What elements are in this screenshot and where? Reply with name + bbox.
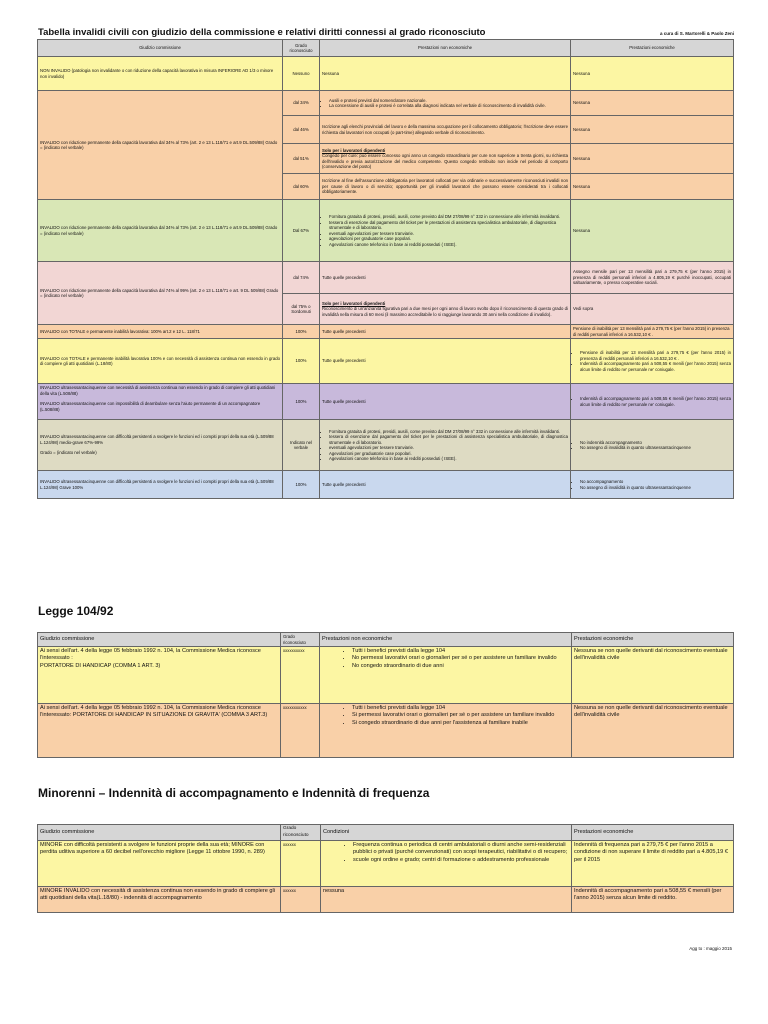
econ-cell — [571, 339, 734, 384]
econ-cell: Indennità di frequenza pari a 279,75 € per l'anno 2015 a condizione di non superare il limite di reddito pari a 4.805,19 € per il 2015 — [572, 841, 734, 887]
list-item: • No accompagnamento — [580, 479, 731, 485]
author-credit: a cura di S. Martorelli & Paolo Zeni — [659, 31, 734, 36]
footer-update-date: Agg to : maggio 2015 — [689, 946, 732, 951]
grado-cell: xxxxxx — [281, 841, 321, 887]
non-econ-cell — [320, 647, 572, 704]
grado-cell: 100% — [283, 325, 320, 339]
header-condizioni: Condizioni — [321, 825, 572, 841]
econ-cell: Nessuna se non quelle derivanti dal riconoscimento eventuale dell'invalidità civile — [572, 647, 734, 704]
list-item: • eventuali agevolazioni per tessere tranviarie. — [329, 231, 568, 237]
page-title: Tabella invalidi civili con giudizio della commissione e relativi diritti connessi al grado riconosciuto — [38, 27, 486, 38]
table-row — [38, 841, 734, 887]
giudizio-cell: Ai sensi dell'art. 4 della legge 05 febbraio 1992 n. 104, la Commissione Medica riconosce l'interessato: PORTATORE DI HANDICAP IN SITUAZIONE DI GRAVITA' (COMMA 3 ART.3) — [38, 704, 281, 758]
list-item: • Agevolazioni canone telefonico in base ai redditi posseduti ( ISEE). — [329, 242, 568, 248]
giudizio-cell: INVALIDO con TOTALE e permanente inabilità lavorativa: 100% art.2 e 12 L. 118/71 — [38, 325, 283, 339]
header-economiche: Prestazioni economiche — [572, 633, 734, 647]
header-grado: Grado riconosciuto — [283, 40, 320, 57]
list-item: • eventuali agevolazioni per tessere tranviarie. — [329, 445, 568, 451]
invalidi-civili-table — [37, 39, 734, 499]
giudizio-cell: MINORE INVALIDO con necessità di assistenza continua non essendo in grado di compiere gli atti quotidiani della vita(L.18/80) - indennità di accompagnamento — [38, 887, 281, 913]
giudizio-cell: MINORE con difficoltà persistenti a svolgere le funzioni proprie della sua età; MINORE con perdita uditiva superiore a 60 decibel nell'orecchio migliore (Legge 11 ottobre 1990, n. 289) — [38, 841, 281, 887]
econ-cell: Nessuna — [571, 174, 734, 200]
giudizio-cell: INVALIDO ultrasessantacinquenne con difficoltà persistenti a svolgere le funzioni ed i compiti propri della sua età (L.509/88 L.124/98) Grave 100% — [38, 471, 283, 499]
list-item: • No assegno di invalidità in quanto ultrasessantacinquenne — [580, 485, 731, 491]
section-title-legge: Legge 104/92 — [38, 604, 114, 618]
cell-text: INVALIDO ultrasessantacinquenne con necessità di assistenza continua non essendo in grado di compiere gli atti quotidiani della vita (L.508/88) — [40, 385, 276, 396]
list-item: • Fornitura gratuita di protesi, presidi, ausili, come previsto dal DM 27/08/99 n° 332 in connessione alle infermità invalidanti. — [329, 429, 568, 435]
table-row — [38, 91, 734, 116]
list-item: • Pensione di inabilità per 13 mensilità pari a 279,75 € (per l'anno 2015) in presenza di redditi personali inferiori a 16.532,10 € . — [580, 350, 731, 361]
list-item: • scuole ogni ordine e grado; centri di formazione o addestramento professionale — [353, 857, 569, 864]
cell-text: PORTATORE DI HANDICAP (COMMA 1 ART. 3) — [40, 662, 161, 669]
grado-cell: dal 34% — [283, 91, 320, 116]
cell-text: Grado = (indicato nel verbale) — [40, 450, 97, 456]
non-econ-cell — [320, 200, 571, 262]
header-non-economiche: Prestazioni non economiche — [320, 40, 571, 57]
econ-cell: Nessuna — [571, 57, 734, 91]
list-item: • Tutti i benefici previsti dalla legge 104 — [352, 648, 569, 655]
list-item: • Indennità di accompagnamento pari a 508,55 € menili (per l'anno 2015) senza alcun limite di reddito ne' personale ne' coniugale. — [580, 361, 731, 372]
grado-cell: xxxxxxxxxx — [281, 647, 320, 704]
non-econ-cell: Tutte quelle precedenti — [320, 325, 571, 339]
table-row — [38, 887, 734, 913]
non-econ-cell: Iscrizione agli elenchi provinciali del lavoro e della massima occupazione per il collocamento obbligatorio; l'iscrizione deve essere richiesta dai lavoratori non occupati (o part-time) allegando verbale di riconoscimento. — [320, 116, 571, 144]
non-econ-cell: Tutte quelle precedenti — [320, 262, 571, 294]
grado-cell: 100% — [283, 384, 320, 420]
minorenni-table — [37, 824, 734, 913]
non-econ-cell — [320, 420, 571, 471]
econ-cell: Pensione di inabilità per 13 mensilità pari a 279,75 € (per l'anno 2015) in presenza di redditi personali inferiori a 16.532,10 € . — [571, 325, 734, 339]
econ-cell: Indennità di accompagnamento pari a 508,55 € mensili (per l'anno 2015) senza alcun limite di reddito. — [572, 887, 734, 913]
table-row — [38, 57, 734, 91]
list-item: • agevolazioni per graduatorie case popolari. — [329, 236, 568, 242]
list-item: • La concessione di ausili e protesi è correlata alla diagnosi indicata nel verbale di riconoscimento di invalidità civile. — [329, 103, 568, 109]
list-item: • Fornitura gratuita di protesi, presidi, ausili, come previsto dal DM 27/08/99 n° 332 in connessione alle infermità invalidanti. — [329, 214, 568, 220]
non-econ-cell: Tutte quelle precedenti — [320, 384, 571, 420]
grado-cell: dal 46% — [283, 116, 320, 144]
list-item: • No indennità accompagnamento — [580, 440, 731, 446]
cell-text: Ai sensi dell'art. 4 della legge 05 febbraio 1992 n. 104, la Commissione Medica riconosce l'interessato : — [40, 648, 261, 662]
list-item: • Indennità di accompagnamento pari a 508,55 € menili (per l'anno 2015) senza alcun limite di reddito ne' personale ne' coniugale. — [580, 396, 731, 407]
giudizio-cell: INVALIDO con riduzione permanente della capacità lavorativa dal 34% al 73% (art. 2 e 13 L.118/71 e art.9 DL.509/88) Grado = (indicato nel verbale) — [38, 91, 283, 200]
section-heading: Solo per i lavoratori dipendenti — [322, 300, 386, 306]
list-item: • Si congedo straordinario di due anni per l'assistenza al familiare inabile — [352, 720, 569, 727]
table-row — [38, 200, 734, 262]
grado-cell: Nessuno — [283, 57, 320, 91]
grado-cell: 100% — [283, 339, 320, 384]
header-grado: Grado riconosciuto — [281, 825, 321, 841]
table-row — [38, 262, 734, 294]
econ-cell: Nessuna — [571, 200, 734, 262]
table-row — [38, 339, 734, 384]
list-item: • tessera di esenzione dal pagamento del ticket per le prestazioni di assistenza specialistica ambulatoriale, di diagnostica strumentale e di laboratorio. — [329, 434, 568, 445]
list-item: • Ausili e protesi previsti dal nomenclatore nazionale. — [329, 98, 568, 104]
header-economiche: Prestazioni economiche — [571, 40, 734, 57]
legge-104-table — [37, 632, 734, 758]
giudizio-cell: INVALIDO con riduzione permanente della capacità lavorativa dal 34% al 73% (art. 2 e 13 L.118/71 e art.9 DL.509/88) Grado = (indicato nel verbale) — [38, 200, 283, 262]
cell-text: INVALIDO ultrasessantacinquenne con difficoltà persistenti a svolgere le funzioni ed i compiti propri della sua età (L.509/88 L.124/98) medio-grave 67%-99% — [40, 434, 274, 445]
non-econ-cell: Tutte quelle precedenti — [320, 339, 571, 384]
non-econ-cell — [320, 91, 571, 116]
non-econ-cell — [320, 294, 571, 325]
list-item: • Agevolazioni canone telefonico in base ai redditi posseduti ( ISEE). — [329, 456, 568, 462]
section-title-minori: Minorenni – Indennità di accompagnamento e Indennità di frequenza — [38, 786, 430, 800]
econ-cell: Vedi sopra — [571, 294, 734, 325]
grado-cell: xxxxxx — [281, 887, 321, 913]
cell-text: INVALIDO ultrasessantacinquenne con impossibilità di deambulare senza l'aiuto permanente di un accompagnatore (L.508/88) — [40, 401, 261, 412]
non-econ-cell: Tutte quelle precedenti — [320, 471, 571, 499]
econ-cell: Nessuna se non quelle derivanti dal riconoscimento eventuale dell'invalidità civile — [572, 704, 734, 758]
header-giudizio: Giudizio commissione — [38, 40, 283, 57]
table-row — [38, 420, 734, 471]
giudizio-cell — [38, 647, 281, 704]
list-item: • Agevolazioni per graduatorie case popolari. — [329, 451, 568, 457]
grado-cell: dal 60% — [283, 174, 320, 200]
grado-cell: Indicato nel verbale — [283, 420, 320, 471]
giudizio-cell: INVALIDO con TOTALE e permanente inabilità lavorativa 100% e con necessità di assistenza continua non essendo in grado di compiere gli atti quotidiani (L.18/80) — [38, 339, 283, 384]
header-non-economiche: Prestazioni non economiche — [320, 633, 572, 647]
giudizio-cell: INVALIDO con riduzione permanente della capacità lavorativa dal 74% al 99% (art. 2 e 13 L.118/71 e art. 9 DL 509/88) Grado = (indicato nel verbale) — [38, 262, 283, 325]
header-economiche: Prestazioni economiche — [572, 825, 734, 841]
table-row — [38, 471, 734, 499]
table-row — [38, 384, 734, 420]
condizioni-cell: nessuna — [321, 887, 572, 913]
non-econ-cell: Iscrizione al fine dell'assunzione obbligatoria per lavoratori collocati per via ordinarie e successivamente riconosciuti invalidi non per cause di lavoro o di servizio; opportunità per gli invalidi lavoratori che possono essere considerati tra i collocati obbligatoriamente. — [320, 174, 571, 200]
table-row — [38, 325, 734, 339]
non-econ-cell — [320, 704, 572, 758]
grado-cell: dal 51% — [283, 144, 320, 174]
cell-text: Riconoscimento di un'anzianità figurativa pari a due mesi per ogni anno di lavoro svolto dopo il riconoscimento di questo grado di invalidità nella misura di 60 mesi (il massimo accreditabile lo si raggiunge lavorando 30 anni nella condizione di invalido). — [322, 306, 568, 317]
giudizio-cell: NON INVALIDO (patologia non invalidante o con riduzione della capacità lavorativa in misura INFERIORE AD 1/3 o minore non invalido) — [38, 57, 283, 91]
non-econ-cell: Nessuna — [320, 57, 571, 91]
header-giudizio: Giudizio commissione — [38, 633, 281, 647]
giudizio-cell — [38, 420, 283, 471]
non-econ-cell — [320, 144, 571, 174]
header-grado: Grado riconosciuto — [281, 633, 320, 647]
econ-cell — [571, 420, 734, 471]
econ-cell: Assegno mensile pari per 13 mensilità pari a 279,75 € (per l'anno 2015) in presenza di redditi personali inferiori a 4.805,19 € purché inoccupati, occupati saltuariamente, o presso cooperative sociali. — [571, 262, 734, 294]
list-item: • Frequenza continua o periodica di centri ambulatoriali o diurni anche semi-residenziali pubblici o privati (purché convenzionati) con scopi terapeutici, riabilitativi o di recupero; — [353, 842, 569, 857]
econ-cell — [571, 384, 734, 420]
econ-cell: Nessuna — [571, 116, 734, 144]
grado-cell: dal 75% o Sordomuti — [283, 294, 320, 325]
section-heading: Solo per i lavoratori dipendenti — [322, 147, 386, 153]
cell-text: Congedo per cure: può essere concesso ogni anno un congedo straordinario per cure non superiore a trenta giorni, su richiesta dell'invalido e previa autorizzazione del medico competente. Questo congedo retribuito non incide nel periodo di comporto (conservazione del posto) — [322, 153, 568, 169]
list-item: • tessera di esenzione dal pagamento del ticket per le prestazioni di assistenza specialistica ambulatoriale, di diagnostica strumentale e di laboratorio. — [329, 220, 568, 231]
table-row — [38, 704, 734, 758]
grado-cell: xxxxxxxxxxx — [281, 704, 320, 758]
list-item: • Tutti i benefici previsti dalla legge 104 — [352, 705, 569, 712]
list-item: • No permessi lavorativi orari o giornalieri per sé o per assistere un familiare invalido — [352, 655, 569, 662]
header-giudizio: Giudizio commissione — [38, 825, 281, 841]
condizioni-cell — [321, 841, 572, 887]
list-item: • No assegno di invalidità in quanto ultrasessantacinquenne — [580, 445, 731, 451]
list-item: • No congedo straordinario di due anni — [352, 663, 569, 670]
grado-cell: dal 74% — [283, 262, 320, 294]
list-item: • Si permessi lavorativi orari o giornalieri per sé o per assistere un familiare invalido — [352, 712, 569, 719]
giudizio-cell — [38, 384, 283, 420]
grado-cell: 100% — [283, 471, 320, 499]
econ-cell: Nessuna — [571, 91, 734, 116]
table-row — [38, 647, 734, 704]
econ-cell: Nessuna — [571, 144, 734, 174]
econ-cell — [571, 471, 734, 499]
grado-cell: Dal 67% — [283, 200, 320, 262]
